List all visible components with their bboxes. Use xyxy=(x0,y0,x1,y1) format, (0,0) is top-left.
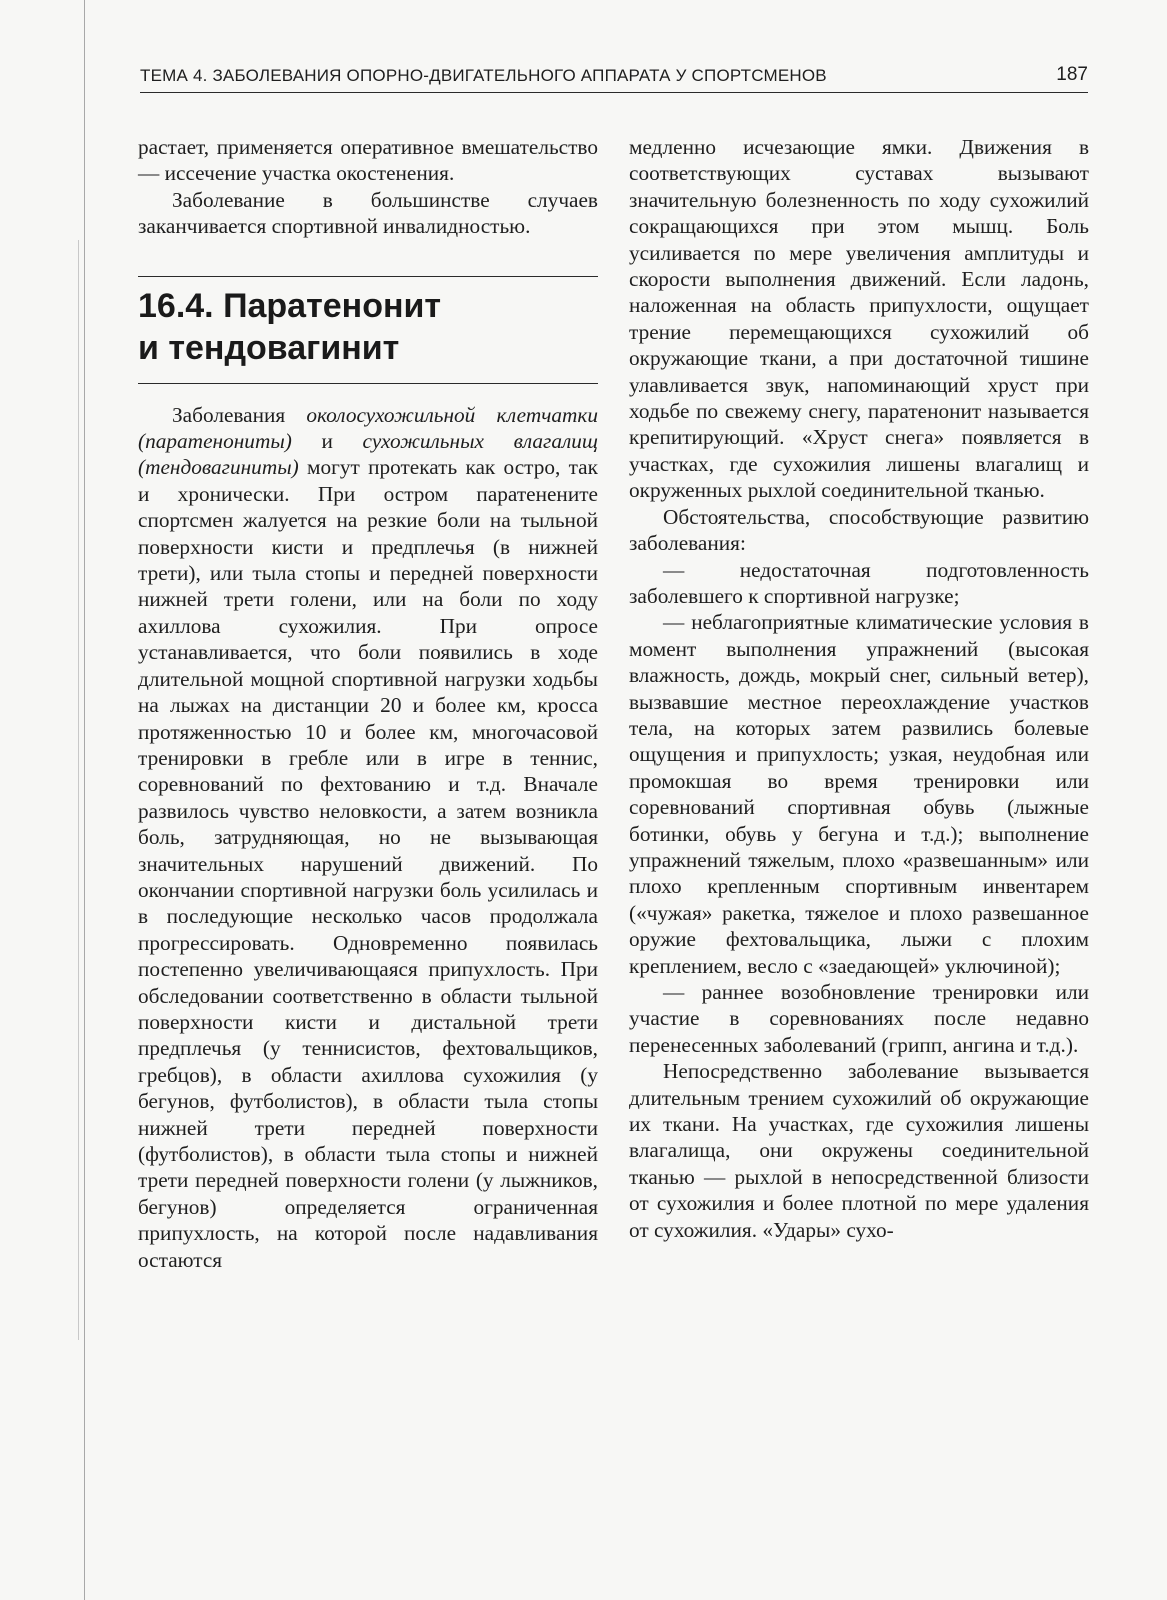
section-heading-line: 16.4. Паратенонит xyxy=(138,286,442,325)
right-column xyxy=(629,134,1089,1243)
page-spine-line xyxy=(84,0,85,1600)
section-heading xyxy=(138,276,598,384)
paragraph: Обстоятельства, способствующие развитию заболевания: xyxy=(629,504,1089,556)
list-item: — раннее возобновление тренировки или участие в соревнованиях после недавно перенесенных заболеваний (грипп, ангина и т.д.). xyxy=(629,980,1089,1057)
text-run: могут протекать как остро, так и хронически. При остром паратенените спортсмен жалуется на резкие боли на тыльной поверхности кисти и предплечья (в нижней трети), или тыла стопы и передней поверхности нижней трети голени, или на боли по ходу ахиллова сухожилия. При опросе устанавливается, что боли появились в ходе длительной мощной спортивной нагрузки ходьбы на лыжах на дистанции 20 и более км, кросса протяженностью 10 и более км, многочасовой тренировки в гребле или в игре в теннис, соревнований по фехтованию и т.д. Вначале развилось чувство неловкости, а затем возникла боль, затрудняющая, но не вызывающая значительных нарушений движений. По окончании спортивной нагрузки боль усилилась и в последующие несколько часов продолжала прогрессировать. Одновременно появилась постепенно увеличивающаяся припухлость. При обследовании соответственно в области тыльной поверхности кисти и дистальной трети предплечья (у теннисистов, фехтовальщиков, гребцов), в области ахиллова сухожилия (у бегунов, футболистов), в области тыла стопы нижней трети передней поверхности (футболистов), в области тыла стопы и нижней трети передней поверхности голени (у лыжников, бегунов) определяется ограниченная припухлость, на которой после надавливания остаются xyxy=(138,455,598,1272)
section-heading-line: и тендовагинит xyxy=(138,328,400,367)
left-column xyxy=(138,134,598,1273)
paragraph: Заболевание в большинстве случаев заканчивается спортивной инвалидностью. xyxy=(138,187,598,239)
running-header xyxy=(140,58,1088,93)
page-margin-line xyxy=(78,240,79,1340)
paragraph: растает, применяется оперативное вмешательство — иссечение участка окостенения. xyxy=(138,135,598,186)
page-number: 187 xyxy=(1056,64,1088,85)
text-run: Заболевания xyxy=(172,402,307,427)
paragraph: Непосредственно заболевание вызывается длительным трением сухожилий об окружающие их ткани. На участках, где сухожилия лишены влагалища, они окружены соединительной тканью — рыхлой в непосредственной близости от сухожилия и более плотной по мере удаления от сухожилия. «Удары» сухо- xyxy=(629,1059,1089,1242)
running-header-title: ТЕМА 4. ЗАБОЛЕВАНИЯ ОПОРНО-ДВИГАТЕЛЬНОГО АППАРАТА У СПОРТСМЕНОВ xyxy=(140,66,827,85)
paragraph xyxy=(138,402,598,1273)
italic-term: сухожильных влагалищ (тендовагиниты) xyxy=(138,429,598,480)
paragraph: медленно исчезающие ямки. Движения в соответствующих суставах вызывают значительную болезненность по ходу сухожилий сокращающихся при этом мышц. Боль усиливается по мере увеличения амплитуды и скорости выполнения движений. Если ладонь, наложенная на область припухлости, ощущает трение перемещающихся сухожилий об окружающие ткани, а при достаточной тишине улавливается звук, напоминающий хруст при ходьбе по свежему снегу, паратенонит называется крепитирующий. «Хруст снега» появляется в участках, где сухожилия лишены влагалищ и окруженных рыхлой соединительной тканью. xyxy=(629,135,1089,503)
list-item: — недостаточная подготовленность заболевшего к спортивной нагрузке; xyxy=(629,557,1089,608)
list-item: — неблагоприятные климатические условия в момент выполнения упражнений (высокая влажность, дождь, мокрый снег, сильный ветер), вызвавшие местное переохлаждение участков тела, на которых затем развились болевые ощущения и припухлость; узкая, неудобная или промокшая во время тренировки или соревнований спортивная обувь (лыжные ботинки, обувь у бегуна и т.д.); выполнение упражнений тяжелым, плохо «развешанным» или плохо крепленным спортивным инвентарем («чужая» ракетка, тяжелое и плохо развешанное оружие фехтовальщика, лыжи с плохим креплением, весло с «заедающей» уключиной); xyxy=(629,610,1089,978)
text-run: и xyxy=(291,429,363,454)
italic-term: околосухожильной клетчатки (паратенониты) xyxy=(138,402,598,454)
